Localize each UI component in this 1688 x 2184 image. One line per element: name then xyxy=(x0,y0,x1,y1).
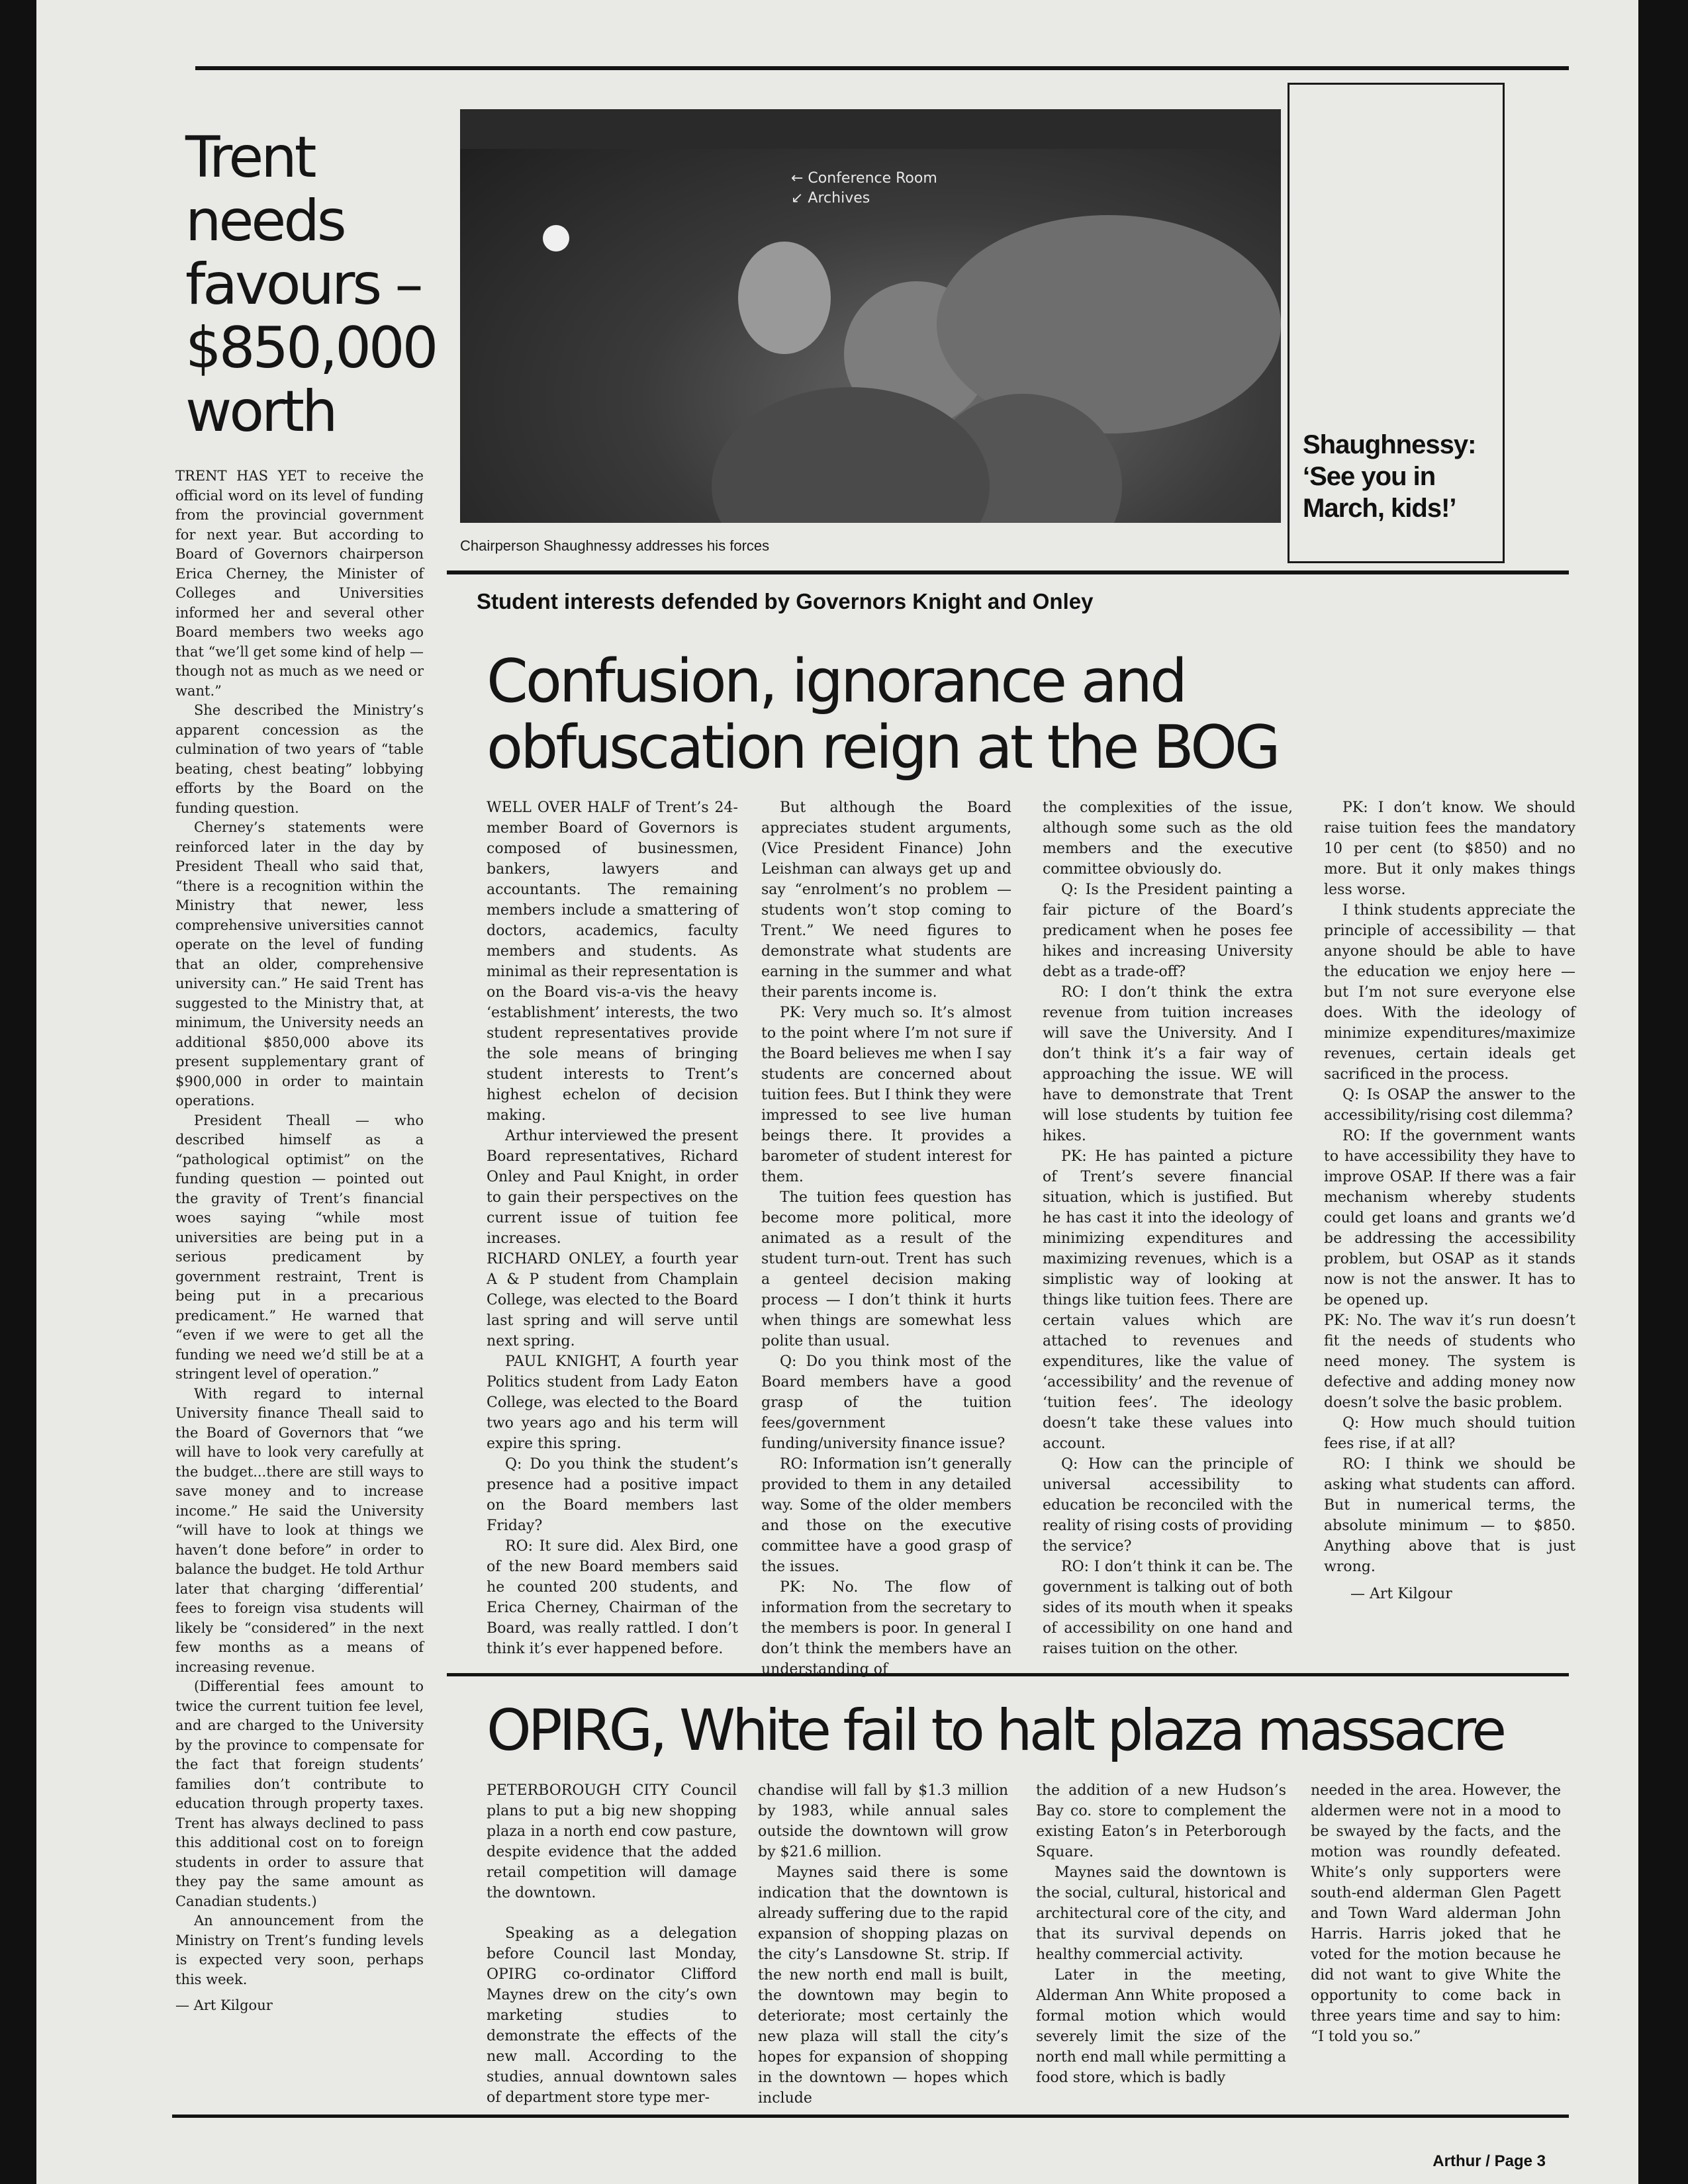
paragraph: Arthur interviewed the present Board representatives, Richard Onley and Paul Knight, in order to gain their perspectives on the current issue of tuition fee increases. xyxy=(487,1128,738,1247)
story2-headline-line: obfuscation reign at the BOG xyxy=(487,713,1278,782)
paragraph: PK: No. The flow of information from the secretary to the members is poor. In general I don’t think the members have an understanding of xyxy=(761,1579,1011,1678)
paragraph: RO: I don’t think it can be. The government is talking out of both sides of its mouth when it speaks of accessibility on one hand and raises tuition on the other. xyxy=(1043,1559,1293,1657)
story3-column-2 xyxy=(758,1780,1008,2109)
paragraph: But although the Board appreciates student arguments, (Vice President Finance) John Leishman can always get up and say “enrolment’s no problem — students won’t stop coming to Trent.” We need figures to demonstrate what students are earning in the summer and what their parents income is. xyxy=(761,799,1011,1001)
story3-headline: OPIRG, White fail to halt plaza massacre xyxy=(487,1698,1504,1764)
photo-sign xyxy=(791,169,937,208)
photo-lamp xyxy=(543,225,569,251)
paragraph: RO: I don’t think the extra revenue from tuition increases will save the University. And I don’t think it’s a fair way of approaching the issue. WE will have to demonstrate that Trent will lose students by tuition fee hikes. xyxy=(1043,984,1293,1144)
photo-chairperson-addressing-crowd xyxy=(460,109,1281,523)
paragraph: Cherney’s statements were reinforced later in the day by President Theall who said that, “there is a recognition within the Ministry that newer, less comprehensive universities cannot operate on the level of funding that an older, comprehensive university can.” He said Trent has suggested to the Ministry that, at minimum, the University needs an additional $850,000 above its present supplementary grant of $900,000 in order to maintain operations. xyxy=(175,819,424,1109)
story1-headline xyxy=(185,126,463,443)
photo-crowd-figure xyxy=(738,242,831,354)
paragraph: Maynes said the downtown is the social, cultural, historical and architectural core of the city, and that its survival depends on healthy commercial activity. xyxy=(1036,1864,1286,1963)
story2-headline-line: Confusion, ignorance and xyxy=(487,647,1186,716)
paragraph: Q: Is the President painting a fair picture of the Board’s predicament when he poses fee hikes and increasing University debt as a trade-off? xyxy=(1043,882,1293,980)
paragraph: PAUL KNIGHT, A fourth year Politics student from Lady Eaton College, was elected to the Board two years ago and his term will expire this spring. xyxy=(487,1353,738,1452)
story2-column-3 xyxy=(1043,797,1293,1659)
byline: — Art Kilgour xyxy=(1350,1586,1452,1602)
story3-column-4 xyxy=(1311,1780,1561,2047)
story2-column-2 xyxy=(761,797,1011,1680)
pull-quote-box xyxy=(1288,83,1505,563)
pull-quote: Shaughnessy: ‘See you in March, kids!’ xyxy=(1303,430,1476,523)
paragraph: RO: If the government wants to have accessibility they have to improve OSAP. If there was a fair mechanism whereby students could get loans and grants we’d be addressing the accessibility problem, but OSAP as it stands now is not the answer. It has to be opened up. xyxy=(1324,1128,1575,1308)
paragraph: Speaking as a delegation before Council last Monday, OPIRG co-ordinator Clifford Maynes drew on the city’s own marketing studies to demonstrate the effects of the new mall. According to the studies, annual downtown sales of department store type mer- xyxy=(487,1925,737,2106)
paragraph: RO: It sure did. Alex Bird, one of the new Board members said he counted 200 students, and Erica Cherney, Chairman of the Board, was really rattled. I don’t think it’s ever happened before. xyxy=(487,1538,738,1657)
bottom-rule xyxy=(172,2115,1569,2118)
paragraph: chandise will fall by $1.3 million by 1983, while annual sales outside the downtown will grow by $21.6 million. xyxy=(758,1782,1008,1860)
paragraph: (Differential fees amount to twice the current tuition fee level, and are charged to the University by the province to compensate for the fact that foreign students’ families don’t contribute to education through property taxes. Trent has always declined to pass this additional cost on to foreign students in order to assure that they pay the same amount as Canadian students.) xyxy=(175,1678,424,1909)
story1-headline-line: worth xyxy=(185,379,336,445)
byline: — Art Kilgour xyxy=(175,1997,273,2013)
paragraph: PK: He has painted a picture of Trent’s severe financial situation, which is justified. But he has cast it into the ideology of minimizing expenditures and maximizing revenues, which is a simplistic way of looking at things like tuition fees. There are certain values which are attached to revenues and expenditures, like the value of ‘accessibility’ and the revenue of ‘tuition fees’. The ideology doesn’t take these values into account. xyxy=(1043,1148,1293,1452)
paragraph: An announcement from the Ministry on Trent’s funding levels is expected very soon, perhaps this week. xyxy=(175,1913,424,1987)
story2-headline xyxy=(487,649,1278,781)
paragraph: RICHARD ONLEY, a fourth year A & P student from Champlain College, was elected to the Board last spring and will serve until next spring. xyxy=(487,1251,738,1349)
photo-sign-line: ↙ Archives xyxy=(791,190,870,206)
paragraph: Q: Do you think most of the Board members have a good grasp of the tuition fees/government funding/university finance issue? xyxy=(761,1353,1011,1452)
paragraph: President Theall — who described himself as a “pathological optimist” on the funding question — pointed out the gravity of Trent’s financial woes saying “while most universities are being put in a serious predicament by government restraint, Trent is being put in a precarious predicament.” He warned that “even if we were to get all the funding we need we’d still be at a stringent level of operation.” xyxy=(175,1112,424,1382)
photo-caption: Chairperson Shaughnessy addresses his forces xyxy=(460,537,770,554)
paragraph: PK: No. The wav it’s run doesn’t fit the needs of students who need money. The system is defective and adding money now doesn’t solve the basic problem. xyxy=(1324,1312,1575,1411)
paragraph: Later in the meeting, Alderman Ann White proposed a formal motion which would severely limit the size of the north end mall while permitting a food store, which is badly xyxy=(1036,1967,1286,2086)
story1-headline-line: needs xyxy=(185,188,344,254)
story1-headline-line: Trent xyxy=(185,124,314,191)
page-folio: Arthur / Page 3 xyxy=(1432,2152,1546,2170)
paragraph: PK: Very much so. It’s almost to the point where I’m not sure if the Board believes me when I say students are concerned about tuition fees. But I think they were impressed to see live human beings there. It provides a barometer of student interest for them. xyxy=(761,1005,1011,1185)
paragraph: Q: Do you think the student’s presence had a positive impact on the Board members last Friday? xyxy=(487,1456,738,1534)
story3-column-3 xyxy=(1036,1780,1286,2088)
story2-kicker: Student interests defended by Governors Knight and Onley xyxy=(477,589,1094,614)
paragraph: needed in the area. However, the aldermen were not in a mood to be swayed by the facts, and the motion was roundly defeated. White’s only supporters were south-end alderman Glen Pagett and Town Ward alderman John Harris. Harris joked that he voted for the motion because he did not want to give White the opportunity to come back in three years time and say to him: “I told you so.” xyxy=(1311,1782,1561,2045)
story3-column-1 xyxy=(487,1780,737,2108)
paragraph: Q: How much should tuition fees rise, if at all? xyxy=(1324,1415,1575,1452)
paragraph: With regard to internal University finance Theall said to the Board of Governors that “we will have to look very carefully at the budget...there are still ways to save money and to increase income.” He said the University “will have to look at things we haven’t done before” in order to balance the budget. He told Arthur later that charging ‘differential’ fees to foreign visa students will likely be “considered” in the next few months as a means of increasing revenue. xyxy=(175,1385,424,1675)
paragraph: Q: How can the principle of universal accessibility to education be reconciled with the reality of rising costs of providing the service? xyxy=(1043,1456,1293,1555)
paragraph: WELL OVER HALF of Trent’s 24-member Board of Governors is composed of businessmen, bankers, lawyers and accountants. The remaining members include a smattering of doctors, academics, faculty members and students. As minimal as their representation is on the Board vis-a-vis the heavy ‘establishment’ interests, the two student representatives provide the sole means of bringing student interests to Trent’s highest echelon of decision making. xyxy=(487,799,738,1124)
paragraph: Q: Is OSAP the answer to the accessibility/rising cost dilemma? xyxy=(1324,1087,1575,1124)
newspaper-page xyxy=(36,0,1638,2184)
paragraph: Maynes said there is some indication that the downtown is already suffering due to the rapid expansion of shopping plazas on the city’s Lansdowne St. strip. If the new north end mall is built, the downtown may begin to deteriorate; most certainly the new plaza will stall the city’s hopes for expansion of shopping in the downtown — hopes which include xyxy=(758,1864,1008,2107)
photo-sign-line: ← Conference Room xyxy=(791,170,937,187)
paragraph: RO: Information isn’t generally provided to them in any detailed way. Some of the older members and those on the executive committee have a good grasp of the issues. xyxy=(761,1456,1011,1575)
paragraph: the complexities of the issue, although some such as the old members and the executive committee obviously do. xyxy=(1043,799,1293,878)
paragraph: PETERBOROUGH CITY Council plans to put a big new shopping plaza in a north end cow pasture, despite evidence that the added retail competition will damage the downtown. xyxy=(487,1782,737,1901)
paragraph: She described the Ministry’s apparent concession as the culmination of two years of “table beating, chest beating” lobbying efforts by the Board on the funding question. xyxy=(175,702,424,816)
paragraph: RO: I think we should be asking what students can afford. But in numerical terms, the absolute minimum — to $850. Anything above that is just wrong. xyxy=(1324,1456,1575,1575)
photo-ceiling xyxy=(460,109,1281,149)
story1-headline-line: $850,000 xyxy=(185,315,436,381)
story2-column-1 xyxy=(487,797,738,1659)
paragraph: TRENT HAS YET to receive the official word on its level of funding from the provincial government for next year. But according to Board of Governors chairperson Erica Cherney, the Minister of Colleges and Universities informed her and several other Board members two weeks ago that “we’ll get some kind of help — though not as much as we need or want.” xyxy=(175,468,424,699)
photo-bottom-rule xyxy=(447,570,1569,574)
story1-headline-line: favours – xyxy=(185,251,421,318)
paragraph: I think students appreciate the principle of accessibility — that anyone should be able to have the education we enjoy here — but I’m not sure everyone else does. With the ideology of minimize expenditures/maximize revenues, certain ideals get sacrificed in the process. xyxy=(1324,902,1575,1083)
paragraph: The tuition fees question has become more political, more animated as a result of the student turn-out. Trent has such a genteel decision making process — I don’t think it hurts when things are somewhat less polite than usual. xyxy=(761,1189,1011,1349)
story1-body xyxy=(175,467,424,2016)
top-rule xyxy=(195,66,1569,70)
paragraph: the addition of a new Hudson’s Bay co. store to complement the existing Eaton’s in Peterborough Square. xyxy=(1036,1782,1286,1860)
story2-column-4 xyxy=(1324,797,1575,1604)
paragraph: PK: I don’t know. We should raise tuition fees the mandatory 10 per cent (to $850) and no more. But it only makes things less worse. xyxy=(1324,799,1575,898)
